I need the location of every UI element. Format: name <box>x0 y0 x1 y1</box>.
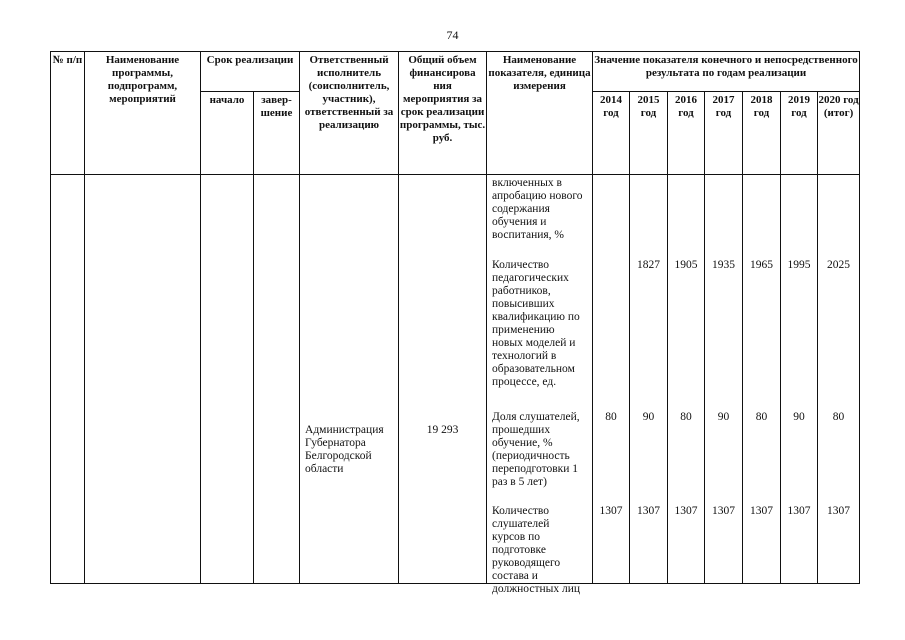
value: 90 <box>793 411 805 423</box>
indicator-name: включенных в апробацию нового содержания обучения и воспитания, % <box>492 177 583 241</box>
cell-year-2019 <box>781 175 818 584</box>
value: 1307 <box>827 505 851 517</box>
value: 90 <box>642 411 655 423</box>
cell-executor <box>300 175 399 584</box>
cell-end <box>254 175 300 584</box>
value: 1905 <box>674 259 698 271</box>
page-number: 74 <box>446 28 459 42</box>
executor-text: Администрация Губернатора Белгородской области <box>305 424 384 475</box>
value: 1307 <box>787 505 811 517</box>
header-year-2019: 2019 год <box>781 92 818 175</box>
value: 80 <box>680 411 692 423</box>
header-year-2015: 2015 год <box>630 92 668 175</box>
cell-year-2018 <box>743 175 781 584</box>
value: 1995 <box>787 259 811 271</box>
results-table <box>50 51 860 595</box>
cell-funding <box>399 175 487 584</box>
cell-year-2015 <box>630 175 668 584</box>
value: 1935 <box>712 259 736 271</box>
header-num: № п/п <box>51 52 85 175</box>
funding-value: 19 293 <box>426 424 459 436</box>
value: 1965 <box>750 259 774 271</box>
header-end: завер-шение <box>254 92 300 175</box>
header-start: начало <box>201 92 254 175</box>
header-year-2020: 2020 год (итог) <box>818 92 860 175</box>
value: 1307 <box>674 505 698 517</box>
cell-start <box>201 175 254 584</box>
value: 1307 <box>750 505 774 517</box>
cell-indicators <box>487 175 593 595</box>
cell-year-2014 <box>593 175 630 584</box>
header-indicator: Наименование показателя, единица измерения <box>487 52 593 175</box>
cell-year-2017 <box>705 175 743 584</box>
table-row <box>51 175 860 584</box>
indicator-name: Количество слушателей курсов по подготовке руководящего состава и должностных лиц <box>492 505 581 595</box>
cell-year-2020 <box>818 175 860 584</box>
header-year-2014: 2014 год <box>593 92 630 175</box>
cell-name <box>85 175 201 584</box>
header-funding: Общий объем финансирова ния мероприятия за срок реализации программы, тыс. руб. <box>399 52 487 175</box>
value: 80 <box>832 411 845 423</box>
cell-year-2016 <box>668 175 705 584</box>
indicator-name: Доля слушателей, прошедших обучение, % (периодичность переподготовки 1 раз в 5 лет) <box>492 411 580 488</box>
value: 1307 <box>637 505 661 517</box>
header-year-2018: 2018 год <box>743 92 781 175</box>
value: 80 <box>605 411 617 423</box>
value: 1827 <box>637 259 661 271</box>
header-values: Значение показателя конечного и непосредственного результата по годам реализации <box>593 52 860 92</box>
header-executor: Ответственный исполнитель (соисполнитель, участник), ответственный за реализацию <box>300 52 399 175</box>
header-year-2016: 2016 год <box>668 92 705 175</box>
value: 1307 <box>599 505 623 517</box>
cell-num <box>51 175 85 584</box>
header-term: Срок реализации <box>201 52 300 92</box>
header-year-2017: 2017 год <box>705 92 743 175</box>
value: 80 <box>755 411 768 423</box>
indicator-name: Количество педагогических работников, повысивших квалификацию по применению новых моделей и технологий в образовательном процессе, ед. <box>492 259 580 388</box>
header-name: Наименование программы, подпрограмм, мероприятий <box>85 52 201 175</box>
value: 1307 <box>712 505 736 517</box>
value: 2025 <box>827 259 851 271</box>
value: 90 <box>717 411 730 423</box>
